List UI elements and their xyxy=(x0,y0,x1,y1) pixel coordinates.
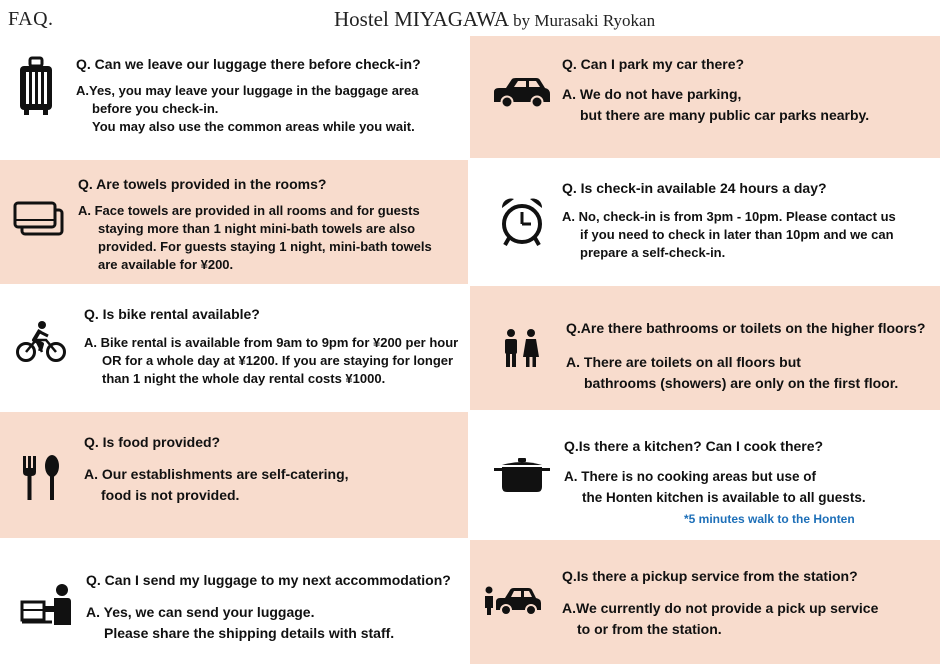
faq-grid xyxy=(0,36,940,664)
faq-answer: A. Our establishments are self-catering, food is not provided. xyxy=(84,466,349,503)
faq-answer: A. Yes, we can send your luggage. Please share the shipping details with staff. xyxy=(86,604,395,641)
restroom-icon xyxy=(502,328,540,368)
hostel-name: Hostel MIYAGAWA xyxy=(334,7,508,31)
faq-answer: A. We do not have parking, but there are many public car parks nearby. xyxy=(562,86,870,123)
faq-question: Q. Is check-in available 24 hours a day? xyxy=(562,180,827,196)
faq-question: Q.Are there bathrooms or toilets on the higher floors? xyxy=(566,320,926,336)
faq-item-food xyxy=(0,412,468,538)
faq-answer: A. There is no cooking areas but use of the Honten kitchen is available to all guests. xyxy=(564,469,866,505)
faq-answer: A. Face towels are provided in all rooms and for guests staying more than 1 night mini-bath towels are also provided. For guests staying 1 night, mini-bath towels are available for ¥200. xyxy=(78,203,432,272)
faq-item-parking xyxy=(470,36,940,158)
faq-item-kitchen xyxy=(470,412,940,538)
page-title xyxy=(334,7,655,32)
luggage-icon xyxy=(18,56,54,116)
faq-item-luggage-forwarding xyxy=(0,540,468,664)
faq-question: Q. Can we leave our luggage there before check-in? xyxy=(76,56,421,72)
alarm-clock-icon xyxy=(498,196,546,248)
cooking-pot-icon xyxy=(494,456,550,494)
faq-question: Q.Is there a kitchen? Can I cook there? xyxy=(564,438,824,454)
bicycle-icon xyxy=(16,320,66,364)
faq-question: Q. Is bike rental available? xyxy=(84,306,260,322)
faq-question: Q. Is food provided? xyxy=(84,434,221,450)
faq-item-bathrooms xyxy=(470,286,940,410)
faq-question: Q. Can I park my car there? xyxy=(562,56,745,72)
fork-spoon-icon xyxy=(22,454,62,502)
faq-question: Q. Are towels provided in the rooms? xyxy=(78,176,327,192)
faq-item-bike-rental xyxy=(0,286,468,410)
faq-answer: A.Yes, you may leave your luggage in the baggage area before you check-in. You may also use the common areas while you wait. xyxy=(76,83,419,134)
towels-icon xyxy=(12,200,66,238)
faq-heading: FAQ. xyxy=(8,8,54,30)
car-icon xyxy=(492,76,552,108)
faq-item-check-in-hours xyxy=(470,160,940,284)
faq-answer: A.We currently do not provide a pick up service to or from the station. xyxy=(562,600,879,637)
faq-question: Q. Can I send my luggage to my next accommodation? xyxy=(86,572,451,588)
faq-item-luggage-storage xyxy=(0,36,468,158)
faq-item-towels xyxy=(0,160,468,284)
pickup-car-icon xyxy=(484,584,542,616)
parcel-delivery-icon xyxy=(20,582,72,626)
hostel-operator: by Murasaki Ryokan xyxy=(513,11,656,30)
faq-answer: A. Bike rental is available from 9am to 9pm for ¥200 per hour OR for a whole day at ¥1200. If you are staying for longer than 1 night the whole day rental costs ¥1000. xyxy=(84,335,459,386)
faq-answer: A. No, check-in is from 3pm - 10pm. Please contact us if you need to check in later than 10pm and we can prepare a self-check-in. xyxy=(562,209,896,260)
faq-question: Q.Is there a pickup service from the station? xyxy=(562,568,858,584)
faq-item-pickup-service xyxy=(470,540,940,664)
faq-answer: A. There are toilets on all floors but bathrooms (showers) are only on the first floor. xyxy=(566,354,899,391)
kitchen-note: *5 minutes walk to the Honten xyxy=(684,512,855,526)
